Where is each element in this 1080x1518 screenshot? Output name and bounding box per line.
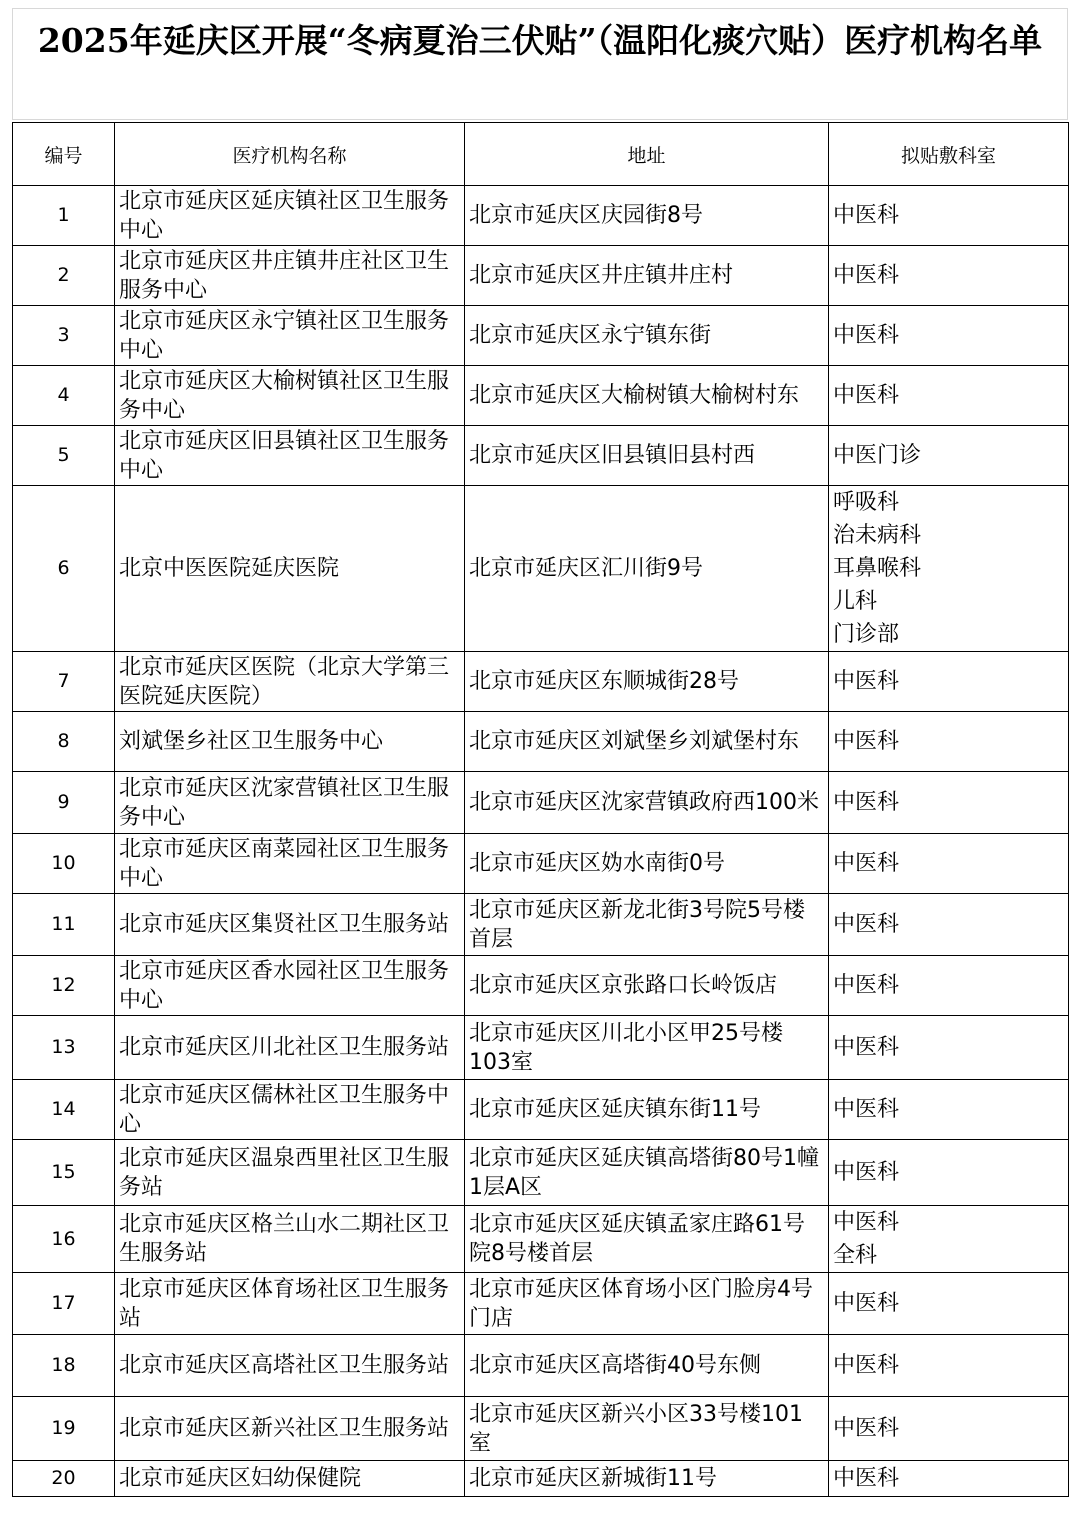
department-item: 耳鼻喉科	[833, 556, 922, 581]
department-item: 中医科	[833, 1210, 900, 1235]
table-row	[13, 1080, 1069, 1140]
department-item: 治未病科	[833, 523, 922, 548]
cell-department	[829, 894, 1069, 956]
cell-institution-name: 刘斌堡乡社区卫生服务中心	[115, 712, 465, 772]
department-item: 中医门诊	[833, 443, 922, 468]
table-row	[13, 426, 1069, 486]
cell-department	[829, 486, 1069, 652]
department-item: 儿科	[833, 589, 878, 614]
cell-address: 北京市延庆区永宁镇东街	[465, 306, 829, 366]
cell-department	[829, 1335, 1069, 1397]
cell-institution-name: 北京市延庆区大榆树镇社区卫生服务中心	[115, 366, 465, 426]
cell-num: 20	[13, 1461, 115, 1497]
cell-department	[829, 1397, 1069, 1461]
department-item: 中医科	[833, 912, 900, 937]
cell-department	[829, 956, 1069, 1016]
cell-institution-name: 北京中医医院延庆医院	[115, 486, 465, 652]
table-row	[13, 712, 1069, 772]
cell-address: 北京市延庆区井庄镇井庄村	[465, 246, 829, 306]
cell-num: 6	[13, 486, 115, 652]
cell-address: 北京市延庆区刘斌堡乡刘斌堡村东	[465, 712, 829, 772]
cell-institution-name: 北京市延庆区高塔社区卫生服务站	[115, 1335, 465, 1397]
cell-num: 12	[13, 956, 115, 1016]
table-row	[13, 1335, 1069, 1397]
cell-institution-name: 北京市延庆区南菜园社区卫生服务中心	[115, 834, 465, 894]
cell-department	[829, 652, 1069, 712]
table-row	[13, 1016, 1069, 1080]
cell-address: 北京市延庆区妫水南街0号	[465, 834, 829, 894]
table-row	[13, 366, 1069, 426]
cell-num: 15	[13, 1140, 115, 1206]
cell-address: 北京市延庆区高塔街40号东侧	[465, 1335, 829, 1397]
table-row	[13, 1206, 1069, 1273]
cell-address: 北京市延庆区新兴小区33号楼101室	[465, 1397, 829, 1461]
cell-num: 3	[13, 306, 115, 366]
cell-num: 2	[13, 246, 115, 306]
header-name: 医疗机构名称	[115, 123, 465, 186]
department-item: 中医科	[833, 790, 900, 815]
cell-department	[829, 426, 1069, 486]
cell-address: 北京市延庆区京张路口长岭饭店	[465, 956, 829, 1016]
cell-institution-name: 北京市延庆区体育场社区卫生服务站	[115, 1273, 465, 1335]
department-item: 中医科	[833, 1291, 900, 1316]
cell-num: 14	[13, 1080, 115, 1140]
cell-num: 19	[13, 1397, 115, 1461]
cell-num: 13	[13, 1016, 115, 1080]
cell-num: 10	[13, 834, 115, 894]
department-item: 中医科	[833, 851, 900, 876]
cell-department	[829, 366, 1069, 426]
cell-address: 北京市延庆区旧县镇旧县村西	[465, 426, 829, 486]
table-row	[13, 1273, 1069, 1335]
header-address: 地址	[465, 123, 829, 186]
cell-address: 北京市延庆区延庆镇高塔街80号1幢1层A区	[465, 1140, 829, 1206]
cell-num: 16	[13, 1206, 115, 1273]
table-body	[13, 186, 1069, 1497]
cell-address: 北京市延庆区延庆镇东街11号	[465, 1080, 829, 1140]
cell-institution-name: 北京市延庆区旧县镇社区卫生服务中心	[115, 426, 465, 486]
table-row	[13, 306, 1069, 366]
header-num: 编号	[13, 123, 115, 186]
cell-institution-name: 北京市延庆区井庄镇井庄社区卫生服务中心	[115, 246, 465, 306]
cell-num: 8	[13, 712, 115, 772]
page-title: 2025年延庆区开展“冬病夏治三伏贴”（温阳化痰穴贴）医疗机构名单	[37, 21, 1043, 60]
department-item: 中医科	[833, 263, 900, 288]
department-item: 中医科	[833, 1097, 900, 1122]
department-item: 中医科	[833, 203, 900, 228]
department-item: 中医科	[833, 1466, 900, 1491]
cell-num: 5	[13, 426, 115, 486]
institution-table	[12, 122, 1069, 1497]
table-row	[13, 1397, 1069, 1461]
cell-address: 北京市延庆区大榆树镇大榆树村东	[465, 366, 829, 426]
cell-institution-name: 北京市延庆区温泉西里社区卫生服务站	[115, 1140, 465, 1206]
cell-institution-name: 北京市延庆区儒林社区卫生服务中心	[115, 1080, 465, 1140]
cell-institution-name: 北京市延庆区格兰山水二期社区卫生服务站	[115, 1206, 465, 1273]
cell-department	[829, 772, 1069, 834]
cell-num: 9	[13, 772, 115, 834]
department-item: 中医科	[833, 383, 900, 408]
cell-address: 北京市延庆区体育场小区门脸房4号门店	[465, 1273, 829, 1335]
cell-institution-name: 北京市延庆区集贤社区卫生服务站	[115, 894, 465, 956]
cell-department	[829, 1080, 1069, 1140]
table-row	[13, 956, 1069, 1016]
cell-num: 1	[13, 186, 115, 246]
cell-department	[829, 306, 1069, 366]
table-row	[13, 1140, 1069, 1206]
cell-department	[829, 1140, 1069, 1206]
cell-department	[829, 1206, 1069, 1273]
cell-address: 北京市延庆区延庆镇孟家庄路61号院8号楼首层	[465, 1206, 829, 1273]
cell-address: 北京市延庆区川北小区甲25号楼103室	[465, 1016, 829, 1080]
department-item: 中医科	[833, 729, 900, 754]
cell-num: 7	[13, 652, 115, 712]
department-item: 中医科	[833, 1353, 900, 1378]
cell-institution-name: 北京市延庆区新兴社区卫生服务站	[115, 1397, 465, 1461]
table-row	[13, 834, 1069, 894]
cell-institution-name: 北京市延庆区川北社区卫生服务站	[115, 1016, 465, 1080]
table-row	[13, 652, 1069, 712]
department-item: 门诊部	[833, 622, 900, 647]
cell-num: 11	[13, 894, 115, 956]
department-item: 中医科	[833, 1035, 900, 1060]
department-item: 中医科	[833, 669, 900, 694]
cell-address: 北京市延庆区庆园街8号	[465, 186, 829, 246]
cell-institution-name: 北京市延庆区香水园社区卫生服务中心	[115, 956, 465, 1016]
cell-address: 北京市延庆区新龙北街3号院5号楼首层	[465, 894, 829, 956]
cell-department	[829, 1016, 1069, 1080]
header-department: 拟贴敷科室	[829, 123, 1069, 186]
cell-num: 18	[13, 1335, 115, 1397]
cell-num: 17	[13, 1273, 115, 1335]
cell-address: 北京市延庆区沈家营镇政府西100米	[465, 772, 829, 834]
table-row	[13, 772, 1069, 834]
table-row	[13, 894, 1069, 956]
cell-department	[829, 712, 1069, 772]
cell-department	[829, 1461, 1069, 1497]
table-row	[13, 246, 1069, 306]
cell-department	[829, 834, 1069, 894]
cell-institution-name: 北京市延庆区医院（北京大学第三医院延庆医院）	[115, 652, 465, 712]
table-header-row	[13, 123, 1069, 186]
cell-department	[829, 186, 1069, 246]
cell-department	[829, 1273, 1069, 1335]
table-row	[13, 1461, 1069, 1497]
department-item: 中医科	[833, 1416, 900, 1441]
department-item: 中医科	[833, 973, 900, 998]
department-item: 中医科	[833, 1160, 900, 1185]
cell-institution-name: 北京市延庆区沈家营镇社区卫生服务中心	[115, 772, 465, 834]
cell-institution-name: 北京市延庆区延庆镇社区卫生服务中心	[115, 186, 465, 246]
cell-num: 4	[13, 366, 115, 426]
cell-institution-name: 北京市延庆区妇幼保健院	[115, 1461, 465, 1497]
table-row	[13, 186, 1069, 246]
department-item: 呼吸科	[833, 490, 900, 515]
cell-institution-name: 北京市延庆区永宁镇社区卫生服务中心	[115, 306, 465, 366]
cell-address: 北京市延庆区新城街11号	[465, 1461, 829, 1497]
title-box	[12, 8, 1068, 120]
cell-address: 北京市延庆区汇川街9号	[465, 486, 829, 652]
cell-department	[829, 246, 1069, 306]
department-item: 中医科	[833, 323, 900, 348]
table-row	[13, 486, 1069, 652]
department-item: 全科	[833, 1243, 878, 1268]
cell-address: 北京市延庆区东顺城街28号	[465, 652, 829, 712]
